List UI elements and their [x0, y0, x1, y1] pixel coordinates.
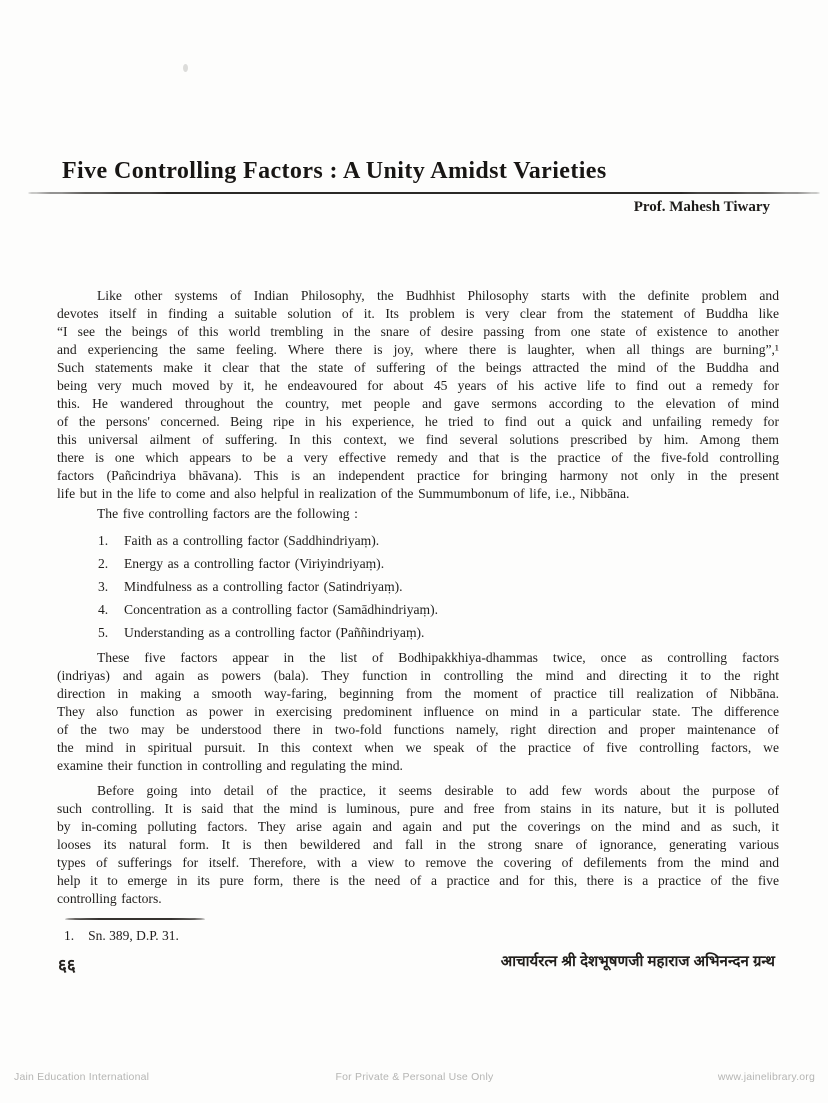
text-line: help it to emerge in its pure form, there is the need of a practice and for this, there is a practice of the five — [57, 873, 779, 888]
footer-left: Jain Education International — [14, 1071, 150, 1083]
scan-footer — [14, 1071, 815, 1083]
footer-center: For Private & Personal Use Only — [335, 1071, 494, 1083]
text-line: Before going into detail of the practice, it seems desirable to add few words about the purpose of — [97, 783, 779, 798]
list-item-text: Faith as a controlling factor (Saddhindriyaṃ). — [124, 533, 380, 548]
list-item-text: Mindfulness as a controlling factor (Satindriyaṃ). — [124, 579, 403, 594]
paragraph — [57, 649, 779, 775]
list-item — [57, 529, 779, 552]
text-line: Such statements make it clear that the state of suffering of the beings attracted the mind of the Buddha and — [57, 360, 779, 375]
author-byline: Prof. Mahesh Tiwary — [633, 199, 770, 215]
footer-right: www.jainelibrary.org — [717, 1071, 815, 1083]
list-item-text: Energy as a controlling factor (Viriyindriyaṃ). — [124, 556, 385, 571]
text-line: “I see the beings of this world trembling in the snare of desire passing from one state of existence to another — [57, 324, 779, 339]
controlling-factors-list — [57, 529, 779, 644]
list-item — [57, 621, 779, 644]
text-line: of the two may be understood there in two-fold functions namely, right direction and proper maintenance of — [57, 722, 779, 737]
page-title: Five Controlling Factors : A Unity Amidst Varieties — [62, 158, 607, 184]
list-item — [57, 552, 779, 575]
paragraph — [57, 782, 779, 908]
page-number: ६६ — [58, 956, 76, 975]
text-line: of the persons' concerned. Being ripe in his experience, he tried to find out a quick and unfailing remedy for — [57, 414, 779, 429]
list-item — [57, 575, 779, 598]
text-line: types of sufferings for itself. Therefore, with a view to remove the covering of defilements from the mind and — [57, 855, 779, 870]
text-line: this universal ailment of suffering. In this context, we find several solutions prescribed by him. Among them — [57, 432, 779, 447]
text-line: there is one which appears to be a very effective remedy and that is the practice of the five-fold controlling — [57, 450, 779, 465]
footnote-number: 1. — [64, 928, 75, 943]
text-line: this. He wandered throughout the country, met people and gave sermons according to the elevation of mind — [57, 396, 779, 411]
list-intro-line: The five controlling factors are the following : — [97, 506, 358, 521]
text-line: direction in making a smooth way-faring, beginning from the moment of practice till realization of Nibbāna. — [57, 686, 779, 701]
list-item — [57, 598, 779, 621]
list-item-number: 5. — [98, 625, 109, 640]
footnote-text: Sn. 389, D.P. 31. — [88, 928, 179, 943]
scan-artifact — [183, 64, 188, 72]
paragraph — [57, 287, 779, 503]
text-line: and experiencing the same feeling. Where there is joy, where there is laughter, when all things are burning”,¹ — [57, 342, 779, 357]
footnote — [64, 928, 179, 944]
text-line: factors (Pañcindriya bhāvana). This is an independent practice for bringing harmony not only in the present — [57, 468, 779, 483]
list-item-text: Understanding as a controlling factor (Paññindriyaṃ). — [124, 625, 425, 640]
text-line: (indriyas) and again as powers (bala). They function in controlling the mind and directing it to the right — [57, 668, 779, 683]
footnote-divider — [65, 918, 205, 920]
list-item-number: 2. — [98, 556, 109, 571]
text-line: being very much moved by it, he endeavoured for about 45 years of his active life to find out a remedy for — [57, 378, 779, 393]
text-line: Like other systems of Indian Philosophy, the Budhhist Philosophy starts with the definite problem and — [97, 288, 779, 303]
text-line: such controlling. It is said that the mind is luminous, pure and free from stains in its nature, but it is polluted — [57, 801, 779, 816]
list-item-number: 1. — [98, 533, 109, 548]
title-divider — [28, 192, 820, 194]
text-line: looses its natural form. It is then bewildered and fall in the strong snare of ignorance, generating various — [57, 837, 779, 852]
volume-title: आचार्यरत्न श्री देशभूषणजी महाराज अभिनन्दन ग्रन्थ — [500, 953, 775, 970]
list-item-number: 4. — [98, 602, 109, 617]
text-line: the mind in spiritual pursuit. In this context when we speak of the practice of five controlling factors, we — [57, 740, 779, 755]
text-line: They also function as power in exercising predominent influence on mind in a particular state. The difference — [57, 704, 779, 719]
text-line: examine their function in controlling and regulating the mind. — [57, 758, 403, 773]
text-line: life but in the life to come and also helpful in realization of the Summumbonum of life, i.e., Nibbāna. — [57, 486, 630, 501]
list-item-text: Concentration as a controlling factor (Samādhindriyaṃ). — [124, 602, 439, 617]
text-line: by in-coming polluting factors. They arise again and again and put the coverings on the mind and as such, it — [57, 819, 779, 834]
text-line: devotes itself in finding a suitable solution of it. Its problem is very clear from the statement of Buddha like — [57, 306, 779, 321]
article-body — [57, 287, 779, 908]
text-line: These five factors appear in the list of Bodhipakkhiya-dhammas twice, once as controlling factors — [97, 650, 779, 665]
text-line: controlling factors. — [57, 891, 162, 906]
list-item-number: 3. — [98, 579, 109, 594]
